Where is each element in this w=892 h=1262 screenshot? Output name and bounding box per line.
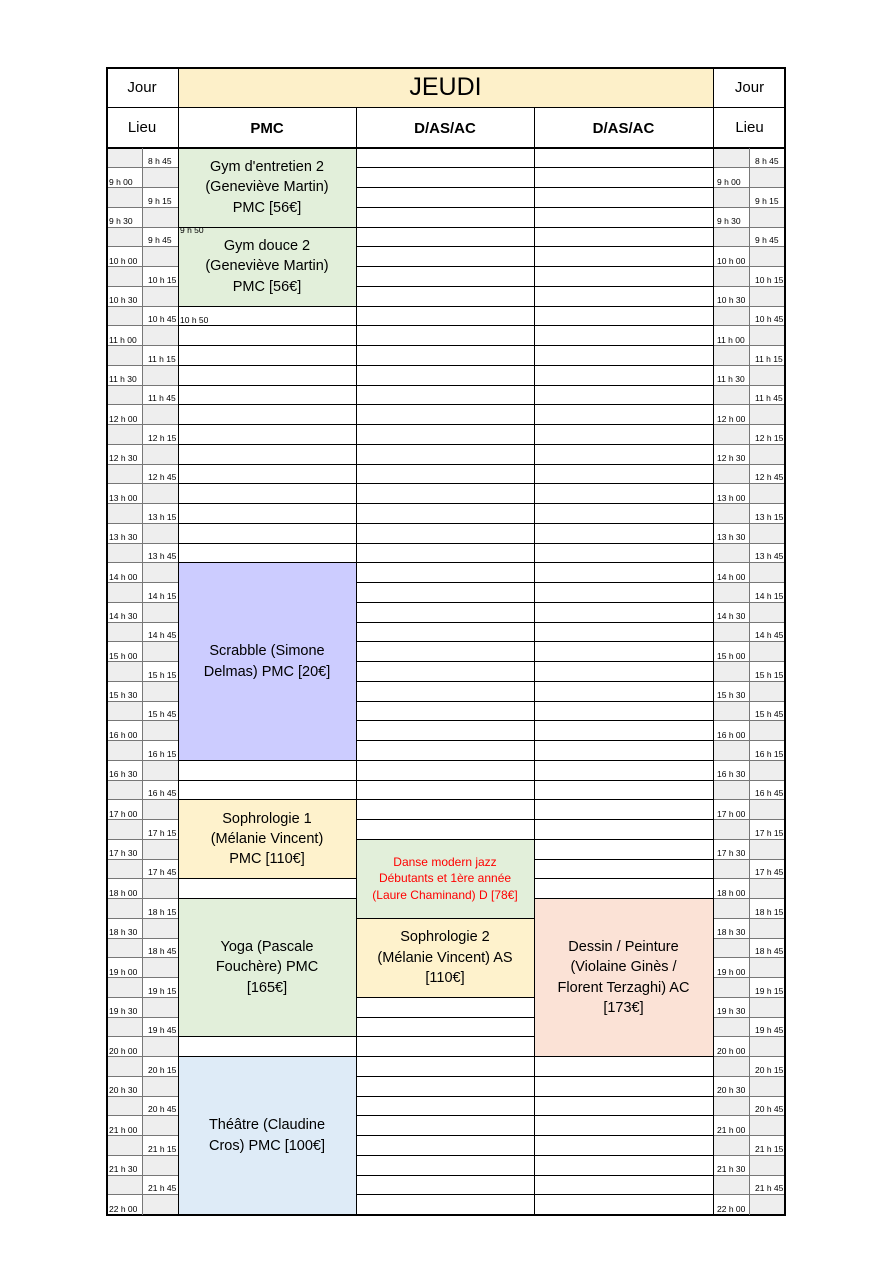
event-theatre-text: Théâtre (Claudine Cros) PMC [100€] [208, 1117, 326, 1154]
time-label-right: 21 h 45 [755, 1183, 784, 1193]
time-label-left: 19 h 00 [109, 966, 138, 977]
event-sophrologie-2 [356, 918, 534, 997]
time-label-left: 12 h 15 [148, 432, 177, 443]
time-label-right: 15 h 00 [717, 650, 746, 661]
time-label-right: 9 h 15 [755, 195, 779, 206]
event-dessin-peinture-text: Dessin / Peinture (Violaine Ginès / Florent Terzaghi) AC [173€] [557, 938, 690, 1016]
time-label-right: 16 h 30 [717, 769, 746, 780]
time-label-left: 20 h 00 [109, 1045, 138, 1056]
event-gym-entretien-2 [178, 148, 356, 227]
time-label-left: 17 h 30 [109, 848, 138, 859]
time-label-left: 11 h 30 [109, 374, 137, 385]
event-danse-modern-jazz-text: Danse modern jazz Débutants et 1ère année (Laure Chaminand) D [78€] [372, 854, 518, 903]
time-label-left: 15 h 00 [109, 650, 138, 661]
time-label-right: 14 h 15 [755, 590, 784, 601]
time-label-left: 14 h 30 [109, 611, 138, 622]
time-label-left: 15 h 30 [109, 690, 138, 701]
time-label-left: 13 h 00 [109, 492, 138, 503]
time-label-right: 14 h 30 [717, 611, 746, 622]
event-yoga-text: Yoga (Pascale Fouchère) PMC [165€] [215, 939, 319, 996]
time-label-left: 21 h 00 [109, 1124, 138, 1135]
time-label-right: 15 h 30 [717, 690, 746, 701]
time-label-left: 21 h 45 [148, 1183, 177, 1193]
time-label-left: 20 h 45 [148, 1104, 177, 1114]
time-label-left: 21 h 15 [148, 1143, 177, 1154]
time-label-right: 14 h 00 [717, 571, 746, 582]
time-label-left: 10 h 45 [148, 314, 177, 324]
time-label-right: 11 h 30 [717, 374, 745, 385]
timetable-sheet [106, 67, 786, 1215]
jour-label-left: Jour [127, 78, 157, 96]
time-label-right: 18 h 45 [755, 946, 784, 956]
time-label-left: 18 h 45 [148, 946, 177, 956]
time-label-left: 12 h 30 [109, 453, 138, 464]
time-label-left: 18 h 15 [148, 906, 177, 917]
time-label-left: 20 h 30 [109, 1085, 138, 1096]
time-label-right: 8 h 45 [755, 156, 779, 166]
time-label-left: 19 h 15 [148, 985, 177, 996]
time-label-right: 13 h 30 [717, 532, 746, 543]
event-sophrologie-1-text: Sophrologie 1 (Mélanie Vincent) PMC [110€] [210, 810, 324, 868]
time-label-right: 12 h 45 [755, 472, 784, 482]
event-scrabble [178, 563, 356, 761]
time-label-left: 10 h 00 [109, 255, 138, 266]
time-label-right: 20 h 15 [755, 1064, 784, 1075]
time-label-right: 20 h 45 [755, 1104, 784, 1114]
event-dessin-peinture [534, 899, 713, 1057]
time-label-right: 10 h 15 [755, 274, 784, 285]
time-label-right: 16 h 45 [755, 788, 784, 798]
time-label-left: 15 h 45 [148, 709, 177, 719]
time-label-right: 12 h 15 [755, 432, 784, 443]
time-label-left: 19 h 30 [109, 1006, 138, 1017]
time-label-left: 21 h 30 [109, 1164, 138, 1175]
time-label-right: 16 h 00 [717, 729, 746, 740]
time-label-left: 17 h 00 [109, 808, 138, 819]
time-label-left: 9 h 15 [148, 195, 172, 206]
time-label-right: 11 h 00 [717, 334, 745, 345]
time-label-left: 13 h 30 [109, 532, 138, 543]
time-label-left: 16 h 15 [148, 748, 177, 759]
time-label-left: 10 h 15 [148, 274, 177, 285]
time-label-left: 18 h 30 [109, 927, 138, 938]
time-label-left: 9 h 45 [148, 235, 172, 245]
time-label-left: 16 h 00 [109, 729, 138, 740]
time-label-left: 15 h 15 [148, 669, 177, 680]
time-label-left: 10 h 30 [109, 295, 138, 306]
time-label-right: 16 h 15 [755, 748, 784, 759]
column-header-d-as-ac-2: D/AS/AC [592, 120, 655, 137]
time-label-left: 8 h 45 [148, 156, 172, 166]
time-label-left: 9 h 30 [109, 216, 133, 227]
time-label-right: 21 h 30 [717, 1164, 746, 1175]
time-label-right: 13 h 15 [755, 511, 784, 522]
time-label-right: 19 h 30 [717, 1006, 746, 1017]
time-label-right: 17 h 45 [755, 867, 784, 877]
event-gym-douce-2 [178, 227, 356, 306]
time-label-left: 14 h 15 [148, 590, 177, 601]
time-label-left: 14 h 00 [109, 571, 138, 582]
time-label-right: 22 h 00 [717, 1203, 746, 1214]
time-label-right: 10 h 45 [755, 314, 784, 324]
time-label-right: 21 h 15 [755, 1143, 784, 1154]
time-label-right: 15 h 45 [755, 709, 784, 719]
lieu-label-right: Lieu [735, 118, 764, 136]
event-gym-entretien-2-text: Gym d'entretien 2 (Geneviève Martin) PMC [56€] [205, 159, 329, 216]
time-label-right: 10 h 00 [717, 255, 746, 266]
time-label-right: 13 h 00 [717, 492, 746, 503]
time-label-right: 18 h 15 [755, 906, 784, 917]
time-label-right: 19 h 15 [755, 985, 784, 996]
time-label-right: 11 h 45 [755, 393, 783, 403]
time-label-left: 12 h 00 [109, 413, 138, 424]
event-sophrologie-1 [178, 800, 356, 879]
jour-label-right: Jour [734, 78, 765, 96]
time-label-left: 9 h 00 [109, 176, 133, 187]
event-gym-douce-2-text: Gym douce 2 (Geneviève Martin) PMC [56€] [205, 238, 329, 295]
time-label-left: 16 h 30 [109, 769, 138, 780]
event-yoga [178, 899, 356, 1037]
time-label-left: 11 h 00 [109, 334, 137, 345]
time-label-right: 17 h 15 [755, 827, 784, 838]
time-label-right: 9 h 30 [717, 216, 741, 227]
time-label-right: 14 h 45 [755, 630, 784, 640]
time-label-right: 17 h 00 [717, 808, 746, 819]
time-label-left: 11 h 45 [148, 393, 176, 403]
time-label-left: 12 h 45 [148, 472, 177, 482]
time-label-left: 22 h 00 [109, 1203, 138, 1214]
time-label-left: 11 h 15 [148, 353, 176, 364]
time-note: 9 h 50 [180, 225, 204, 235]
time-label-right: 21 h 00 [717, 1124, 746, 1135]
time-label-right: 11 h 15 [755, 353, 783, 364]
event-theatre [178, 1057, 356, 1215]
time-label-right: 20 h 00 [717, 1045, 746, 1056]
time-label-left: 13 h 45 [148, 551, 177, 561]
time-label-right: 10 h 30 [717, 295, 746, 306]
time-label-right: 15 h 15 [755, 669, 784, 680]
time-label-left: 18 h 00 [109, 887, 138, 898]
time-label-left: 14 h 45 [148, 630, 177, 640]
event-scrabble-text: Scrabble (Simone Delmas) PMC [20€] [203, 643, 331, 680]
time-label-left: 16 h 45 [148, 788, 177, 798]
column-header-pmc: PMC [250, 120, 284, 137]
time-label-right: 19 h 45 [755, 1025, 784, 1035]
time-label-right: 12 h 00 [717, 413, 746, 424]
time-label-right: 12 h 30 [717, 453, 746, 464]
column-header-d-as-ac-1: D/AS/AC [414, 120, 476, 137]
time-label-right: 13 h 45 [755, 551, 784, 561]
time-label-right: 9 h 00 [717, 176, 741, 187]
time-label-left: 17 h 45 [148, 867, 177, 877]
time-note: 10 h 50 [180, 314, 209, 325]
time-label-right: 18 h 30 [717, 927, 746, 938]
event-danse-modern-jazz [356, 839, 534, 918]
time-label-left: 20 h 15 [148, 1064, 177, 1075]
time-label-left: 17 h 15 [148, 827, 177, 838]
event-sophrologie-2-text: Sophrologie 2 (Mélanie Vincent) AS [110€] [377, 929, 513, 986]
time-label-right: 18 h 00 [717, 887, 746, 898]
day-title: JEUDI [178, 67, 713, 107]
time-label-right: 19 h 00 [717, 966, 746, 977]
time-label-left: 13 h 15 [148, 511, 177, 522]
time-label-right: 20 h 30 [717, 1085, 746, 1096]
time-label-right: 9 h 45 [755, 235, 779, 245]
lieu-label-left: Lieu [127, 118, 157, 136]
time-label-right: 17 h 30 [717, 848, 746, 859]
time-label-left: 19 h 45 [148, 1025, 177, 1035]
